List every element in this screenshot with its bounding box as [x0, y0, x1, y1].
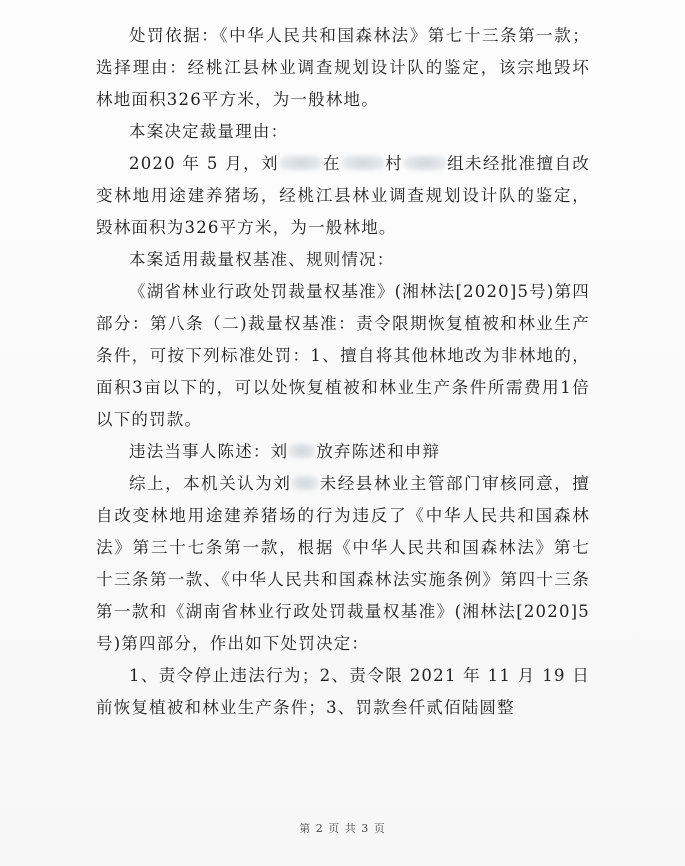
applicable-standards-heading: 本案适用裁量权基准、规则情况： — [129, 250, 395, 269]
conclusion-part-2: 未经县林业主管部门审核同意，擅自改变林地用途建养猪场的行为违反了《中华人民共和国森林法》第三十七条第一款，根据《中华人民共和国森林法》第七十三条第一款、《中华人民共和国森林法实施条例》第四十三条第一款和《湖南省林业行政处罚裁量权基准》(湘林法[2020]5号)第四部分，作出如下处罚决定： — [96, 474, 590, 653]
standards-paragraph: 《湖省林业行政处罚裁量权基准》(湘林法[2020]5号)第四部分：第八条（二)裁量权基准：责令限期恢复植被和林业生产条件，可按下列标准处罚：1、擅自将其他林地改为非林地的，面积3亩以下的，可以处恢复植被和林业生产条件所需费用1倍以下的罚款。 — [96, 282, 590, 429]
party-statement-paragraph — [96, 436, 590, 468]
penalty-basis-paragraph: 处罚依据：《中华人民共和国森林法》第七十三条第一款；选择理由：经桃江县林业调查规划设计队的鉴定，该宗地毁坏林地面积326平方米，为一般林地。 — [96, 26, 590, 109]
page-footer — [0, 820, 685, 836]
case-facts-paragraph — [96, 148, 590, 244]
page-number: 第 2 页 共 3 页 — [299, 822, 386, 835]
conclusion-paragraph — [96, 468, 590, 660]
party-statement-part-2: 放弃陈述和申辩 — [316, 442, 441, 461]
decision-reason-heading: 本案决定裁量理由： — [129, 122, 289, 141]
redacted-name — [291, 475, 319, 491]
redacted-group — [403, 155, 447, 171]
case-facts-part-3: 村 — [384, 154, 403, 173]
conclusion-part-1: 综上，本机关认为刘 — [129, 474, 292, 493]
case-facts-part-2: 在 — [322, 154, 341, 173]
case-facts-part-4: 组未经批准擅自改变林地用途建养猪场，经桃江县林业调查规划设计队的鉴定，毁林面积为326平方米，为一般林地。 — [96, 154, 591, 237]
redacted-location — [341, 155, 385, 171]
redacted-name — [279, 155, 323, 171]
case-facts-part-1: 2020 年 5 月，刘 — [129, 154, 279, 173]
party-statement-part-1: 违法当事人陈述：刘 — [129, 442, 289, 461]
document-body — [96, 20, 590, 724]
redacted-name — [288, 443, 316, 459]
penalty-decision-paragraph: 1、责令停止违法行为；2、责令限 2021 年 11 月 19 日前恢复植被和林业生产条件；3、罚款叁仟贰佰陆圆整 — [96, 666, 590, 717]
